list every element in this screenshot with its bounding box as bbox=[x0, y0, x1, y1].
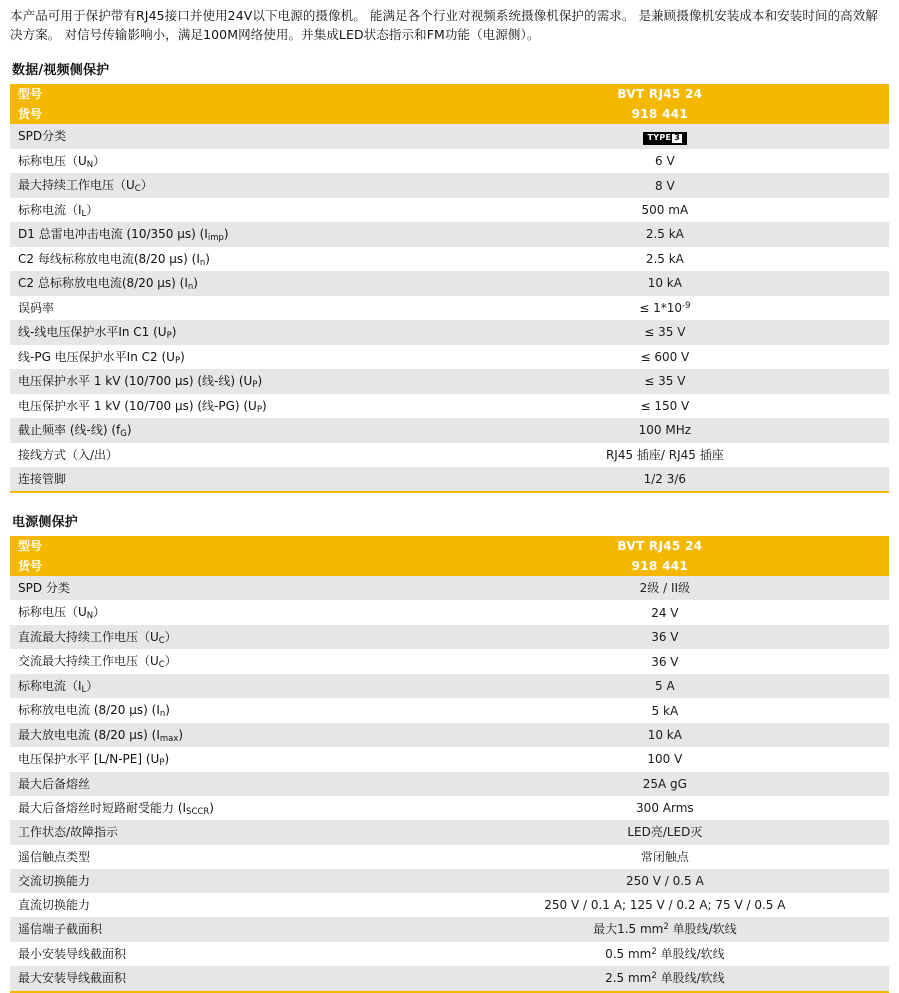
table-row bbox=[10, 222, 889, 246]
row-label: 交流最大持续工作电压$(U_C)$ bbox=[10, 649, 441, 673]
header-label-model: 型号 bbox=[10, 84, 441, 104]
row-value: ≤ 150 V bbox=[441, 394, 889, 418]
table-row bbox=[10, 723, 889, 747]
row-value bbox=[441, 124, 889, 149]
row-value: 25A gG bbox=[441, 772, 889, 796]
section-title-data-video: 数据/视频侧保护 bbox=[12, 62, 110, 78]
row-label: 标称电压$(U_N)$ bbox=[10, 600, 441, 624]
row-label: 最小安装导线截面积 bbox=[10, 942, 441, 966]
accent-mark-icon bbox=[690, 110, 699, 117]
table-row bbox=[10, 149, 889, 173]
row-label: 标称放电电流 (8/20 µs) $(I_n)$ bbox=[10, 698, 441, 722]
row-label: D1 总雷电冲击电流 (10/350 µs) $(I_{imp})$ bbox=[10, 222, 441, 246]
table-row bbox=[10, 173, 889, 197]
section-title-power-supply: 电源侧保护 bbox=[12, 514, 79, 530]
row-label: 线-线电压保护水平In C1 $(U_P)$ bbox=[10, 320, 441, 344]
row-label: 接线方式（入/出） bbox=[10, 443, 441, 467]
row-value: 250 V / 0.1 A; 125 V / 0.2 A; 75 V / 0.5 A bbox=[441, 893, 889, 917]
header-label-article: 货号 bbox=[10, 104, 441, 124]
spec-table-body-data-video bbox=[10, 84, 889, 491]
row-label: 标称电压$(U_N)$ bbox=[10, 149, 441, 173]
header-label-article: 货号 bbox=[10, 556, 441, 576]
row-label: 工作状态/故障指示 bbox=[10, 820, 441, 844]
row-value: 10 kA bbox=[441, 723, 889, 747]
table-row bbox=[10, 966, 889, 990]
product-intro-paragraph: 本产品可用于保护带有RJ45接口并使用24V以下电源的摄像机。 能满足各个行业对视频系统摄像机保护的需求。 是兼顾摄像机安装成本和安装时间的高效解决方案。 对信号传输影响小，满足100M网络使用。并集成LED状态指示和FM功能（电源侧）。 bbox=[10, 8, 878, 43]
row-value: ≤ 600 V bbox=[441, 345, 889, 369]
table-row bbox=[10, 698, 889, 722]
row-value: ≤ $1*10^{-9}$ bbox=[441, 296, 889, 320]
row-label: 误码率 bbox=[10, 296, 441, 320]
table-header-row bbox=[10, 84, 889, 104]
row-label: 标称电流$(I_L)$ bbox=[10, 674, 441, 698]
table-row bbox=[10, 796, 889, 820]
section-data-video bbox=[10, 59, 889, 493]
accent-mark-icon bbox=[704, 90, 713, 97]
row-value: RJ45 插座/ RJ45 插座 bbox=[441, 443, 889, 467]
row-value: 8 V bbox=[441, 173, 889, 197]
row-label: 连接管脚 bbox=[10, 467, 441, 491]
table-row bbox=[10, 917, 889, 941]
table-row bbox=[10, 320, 889, 344]
header-value-model bbox=[441, 536, 889, 556]
table-row bbox=[10, 600, 889, 624]
row-value: ≤ 35 V bbox=[441, 320, 889, 344]
table-row bbox=[10, 124, 889, 149]
table-row bbox=[10, 845, 889, 869]
section-power-supply bbox=[10, 511, 889, 993]
table-row bbox=[10, 418, 889, 442]
row-value: 5 kA bbox=[441, 698, 889, 722]
table-header-row bbox=[10, 536, 889, 556]
row-value: ≤ 35 V bbox=[441, 369, 889, 393]
row-label: 线-PG 电压保护水平In C2 $(U_P)$ bbox=[10, 345, 441, 369]
row-label: 最大安装导线截面积 bbox=[10, 966, 441, 990]
row-label: 电压保护水平 1 kV (10/700 µs) (线-PG) $(U_P)$ bbox=[10, 394, 441, 418]
table-row bbox=[10, 467, 889, 491]
row-value: 300 Arms bbox=[441, 796, 889, 820]
header-value-article bbox=[441, 556, 889, 576]
accent-mark-icon bbox=[690, 562, 699, 569]
row-label: 直流最大持续工作电压$(U_C)$ bbox=[10, 625, 441, 649]
table-header-row-article bbox=[10, 104, 889, 124]
row-value: 6 V bbox=[441, 149, 889, 173]
header-value-model-text: BVT RJ45 24 bbox=[617, 538, 703, 553]
row-label: 电压保护水平 [L/N-PE] $(U_P)$ bbox=[10, 747, 441, 771]
row-value: 2.5 kA bbox=[441, 247, 889, 271]
row-label: 电压保护水平 1 kV (10/700 µs) (线-线) $(U_P)$ bbox=[10, 369, 441, 393]
row-value: 最大1.5 $mm^2$ 单股线/软线 bbox=[441, 917, 889, 941]
row-value: 24 V bbox=[441, 600, 889, 624]
header-value-article-text: 918 441 bbox=[631, 559, 689, 574]
row-label: SPD分类 bbox=[10, 124, 441, 149]
table-row bbox=[10, 747, 889, 771]
row-label: 标称电流$(I_L)$ bbox=[10, 198, 441, 222]
row-value: 250 V / 0.5 A bbox=[441, 869, 889, 893]
row-label: 最大放电电流 (8/20 µs) $(I_{max})$ bbox=[10, 723, 441, 747]
table-row bbox=[10, 772, 889, 796]
header-value-model bbox=[441, 84, 889, 104]
table-row bbox=[10, 576, 889, 600]
table-row bbox=[10, 820, 889, 844]
row-label: 直流切换能力 bbox=[10, 893, 441, 917]
table-row bbox=[10, 869, 889, 893]
table-row bbox=[10, 369, 889, 393]
accent-mark-icon bbox=[704, 542, 713, 549]
header-value-article bbox=[441, 104, 889, 124]
row-value: LED亮/LED灭 bbox=[441, 820, 889, 844]
row-value: 100 MHz bbox=[441, 418, 889, 442]
spec-table-body-power-supply bbox=[10, 536, 889, 991]
row-label: SPD 分类 bbox=[10, 576, 441, 600]
row-value: 10 kA bbox=[441, 271, 889, 295]
row-label: 交流切换能力 bbox=[10, 869, 441, 893]
table-row bbox=[10, 296, 889, 320]
row-label: 最大持续工作电压$(U_C)$ bbox=[10, 173, 441, 197]
table-row bbox=[10, 198, 889, 222]
table-row bbox=[10, 345, 889, 369]
table-row bbox=[10, 247, 889, 271]
row-label: 遥信触点类型 bbox=[10, 845, 441, 869]
row-value: 500 mA bbox=[441, 198, 889, 222]
table-row bbox=[10, 394, 889, 418]
table-row bbox=[10, 674, 889, 698]
type3-badge: TYPE 3 bbox=[643, 132, 688, 145]
row-value: 2.5 $mm^2$ 单股线/软线 bbox=[441, 966, 889, 990]
row-label: 遥信端子截面积 bbox=[10, 917, 441, 941]
row-value: 5 A bbox=[441, 674, 889, 698]
row-label: C2 每线标称放电电流(8/20 µs) $(I_n)$ bbox=[10, 247, 441, 271]
spec-table-data-video bbox=[10, 84, 889, 491]
row-label: 最大后备熔丝时短路耐受能力 $(I_{SCCR})$ bbox=[10, 796, 441, 820]
row-label: 截止频率 (线-线) $(f_G)$ bbox=[10, 418, 441, 442]
row-label: 最大后备熔丝 bbox=[10, 772, 441, 796]
table-row bbox=[10, 625, 889, 649]
header-label-model: 型号 bbox=[10, 536, 441, 556]
spec-table-power-supply bbox=[10, 536, 889, 991]
row-label: C2 总标称放电电流(8/20 µs) $(I_n)$ bbox=[10, 271, 441, 295]
row-value: 2.5 kA bbox=[441, 222, 889, 246]
table-row bbox=[10, 271, 889, 295]
table-header-row-article bbox=[10, 556, 889, 576]
table-row bbox=[10, 893, 889, 917]
row-value: 1/2 3/6 bbox=[441, 467, 889, 491]
row-value: 常闭触点 bbox=[441, 845, 889, 869]
table-row bbox=[10, 443, 889, 467]
table-row bbox=[10, 942, 889, 966]
row-value: 100 V bbox=[441, 747, 889, 771]
header-value-model-text: BVT RJ45 24 bbox=[617, 86, 703, 101]
header-value-article-text: 918 441 bbox=[631, 106, 689, 121]
table-row bbox=[10, 649, 889, 673]
row-value: 0.5 $mm^2$ 单股线/软线 bbox=[441, 942, 889, 966]
row-value: 2级 / II级 bbox=[441, 576, 889, 600]
row-value: 36 V bbox=[441, 625, 889, 649]
row-value: 36 V bbox=[441, 649, 889, 673]
